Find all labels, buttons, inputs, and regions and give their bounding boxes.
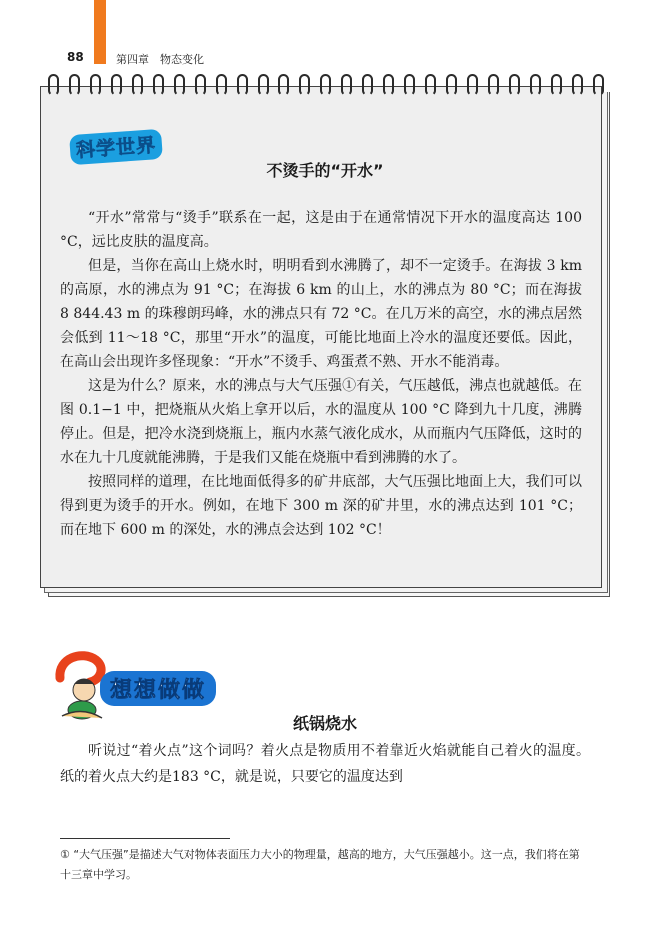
orange-tab-bar: [94, 0, 106, 64]
spiral-ring: [320, 74, 331, 96]
activity-body: [60, 738, 590, 790]
paragraph: 听说过“着火点”这个词吗？着火点是物质用不着靠近火焰就能自己着火的温度。纸的着火点大约是183 °C，就是说，只要它的温度达到: [60, 743, 590, 785]
paragraph: “开水”常常与“烫手”联系在一起，这是由于在通常情况下开水的温度高达 100 °C，远比皮肤的温度高。: [60, 210, 582, 250]
science-body: [60, 206, 582, 542]
spiral-ring: [111, 74, 122, 96]
page-number: 88: [67, 50, 84, 64]
chapter-heading: 第四章 物态变化: [116, 53, 204, 66]
think-and-do-logo: 想想做做: [100, 671, 216, 706]
spiral-ring: [593, 74, 604, 96]
spiral-ring: [278, 74, 289, 96]
spiral-ring: [299, 74, 310, 96]
spiral-ring: [69, 74, 80, 96]
spiral-ring: [195, 74, 206, 96]
activity-title: 纸锅烧水: [292, 714, 357, 733]
spiral-ring: [153, 74, 164, 96]
section-title: 不烫手的“开水”: [266, 161, 384, 180]
spiral-ring: [341, 74, 352, 96]
footnote-rule: [60, 838, 230, 839]
spiral-ring: [446, 74, 457, 96]
spiral-ring: [488, 74, 499, 96]
spiral-ring: [237, 74, 248, 96]
spiral-binding: [48, 74, 604, 104]
spiral-ring: [48, 74, 59, 96]
paragraph: 这是为什么？原来，水的沸点与大气压强①有关，气压越低，沸点也就越低。在图 0.1−1 中，把烧瓶从火焰上拿开以后，水的温度从 100 °C 降到九十几度，沸腾停止。但是，把冷水浇到烧瓶上，瓶内水蒸气液化成水，从而瓶内气压降低，这时的水在九十几度就能沸腾，于是我们又能在烧瓶中看到沸腾的水了。: [60, 378, 582, 466]
spiral-ring: [530, 74, 541, 96]
spiral-ring: [216, 74, 227, 96]
spiral-ring: [132, 74, 143, 96]
spiral-ring: [90, 74, 101, 96]
spiral-ring: [572, 74, 583, 96]
spiral-ring: [383, 74, 394, 96]
spiral-ring: [467, 74, 478, 96]
spiral-ring: [425, 74, 436, 96]
spiral-ring: [404, 74, 415, 96]
paragraph: 按照同样的道理，在比地面低得多的矿井底部，大气压强比地面上大，我们可以得到更为烫手的开水。例如，在地下 300 m 深的矿井里，水的沸点达到 101 °C；而在地下 600 m 的深处，水的沸点会达到 102 °C！: [60, 474, 582, 538]
spiral-ring: [551, 74, 562, 96]
spiral-ring: [174, 74, 185, 96]
spiral-ring: [362, 74, 373, 96]
paragraph: 但是，当你在高山上烧水时，明明看到水沸腾了，却不一定烫手。在海拔 3 km 的高原，水的沸点为 91 °C；在海拔 6 km 的山上，水的沸点为 80 °C；而在海拔 8 844.43 m 的珠穆朗玛峰，水的沸点只有 72 °C。在几万米的高空，水的沸点居然会低到 11～18 °C，那里“开水”的温度，可能比地面上冷水的温度还要低。因此，在高山会出现许多怪现象：“开水”不烫手、鸡蛋煮不熟、开水不能消毒。: [60, 258, 582, 370]
spiral-ring: [509, 74, 520, 96]
footnote: ① “大气压强”是描述大气对物体表面压力大小的物理量，越高的地方，大气压强越小。这一点，我们将在第十三章中学习。: [60, 848, 580, 881]
spiral-ring: [258, 74, 269, 96]
science-world-logo: 科学世界: [69, 129, 163, 165]
